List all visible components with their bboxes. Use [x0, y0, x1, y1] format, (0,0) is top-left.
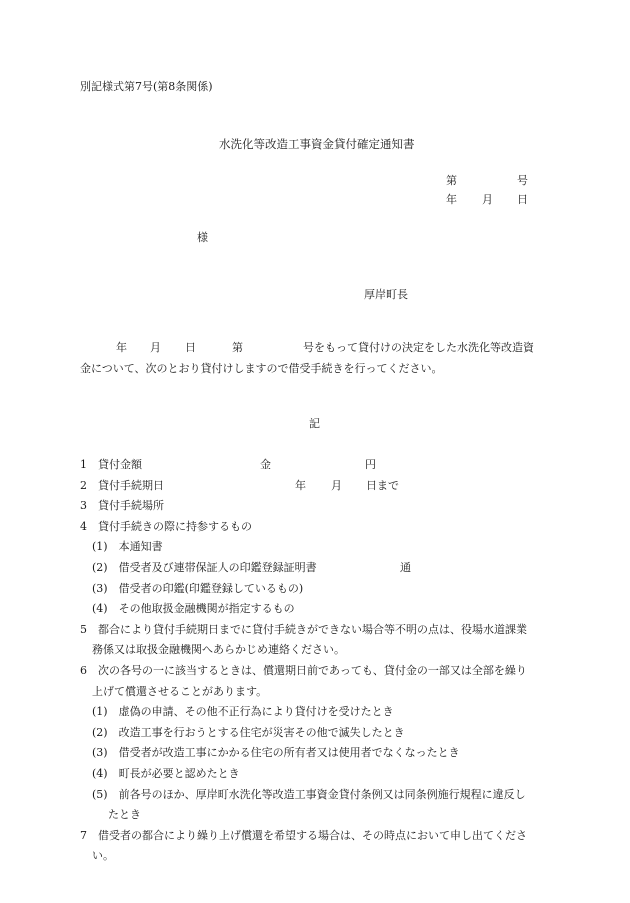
item-6-4 [80, 764, 560, 785]
item-3-label: 3 貸付手続場所 [80, 499, 164, 513]
item-7-line2 [80, 846, 560, 867]
body-date-year: 年 [116, 341, 127, 354]
ref-number-dai: 第 [446, 174, 457, 187]
item-6-5-text-2: たとき [108, 808, 141, 822]
items-list [80, 455, 560, 867]
body-date-day: 日 [185, 341, 196, 354]
item-6-text-1: 6 次の各号の一に該当するときは、償還期日前であっても、貸付金の一部又は全部を繰り [80, 663, 527, 677]
item-7-line1 [80, 826, 560, 847]
item-2-day: 日まで [366, 478, 399, 492]
item-4-3 [80, 579, 560, 600]
item-4-2-text: (2) 借受者及び連帯保証人の印鑑登録証明書 [92, 560, 317, 574]
item-2 [80, 476, 560, 497]
ref-day: 日 [517, 193, 528, 206]
item-2-year: 年 [295, 478, 306, 492]
item-2-month: 月 [331, 478, 342, 492]
item-1-label: 1 貸付金額 [80, 458, 142, 471]
ref-month: 月 [482, 193, 493, 206]
item-4-4 [80, 599, 560, 620]
item-4 [80, 517, 560, 538]
ref-number-go: 号 [517, 174, 528, 187]
item-4-2 [80, 558, 560, 579]
item-4-1 [80, 537, 560, 558]
item-6-2 [80, 723, 560, 744]
ref-year: 年 [446, 193, 457, 206]
item-1-kin: 金 [260, 458, 271, 471]
document-title: 水洗化等改造工事資金貸付確定通知書 [219, 137, 415, 151]
item-6-5-line1 [80, 785, 560, 806]
item-1-yen: 円 [365, 458, 376, 471]
sender: 厚岸町長 [364, 288, 408, 301]
item-6-4-text: (4) 町長が必要と認めたとき [92, 766, 240, 780]
body-date-month: 月 [150, 341, 161, 354]
item-6-5-text-1: (5) 前各号のほか、厚岸町水洗化等改造工事資金貸付条例又は同条例施行規程に違反し [92, 787, 526, 801]
item-4-2-tsu: 通 [400, 560, 411, 574]
body-dai: 第 [232, 341, 243, 354]
item-6-line1 [80, 661, 560, 682]
item-5-line2 [80, 640, 560, 661]
item-7-text-2: い。 [92, 849, 114, 863]
item-6-1-text: (1) 虚偽の申請、その他不正行為により貸付けを受けたとき [92, 705, 394, 719]
item-7-text-1: 7 借受者の都合により繰り上げ償還を希望する場合は、その時点において申し出てくださ [80, 828, 527, 842]
item-6-1 [80, 702, 560, 723]
item-4-label: 4 貸付手続きの際に持参するもの [80, 519, 252, 533]
item-2-label: 2 貸付手続期日 [80, 478, 164, 492]
item-6-5-line2 [80, 805, 560, 826]
ki-heading: 記 [309, 417, 320, 430]
form-label: 別記様式第7号(第8条関係) [80, 80, 213, 93]
item-5-text-2: 務係又は取扱金融機関へあらかじめ連絡ください。 [92, 643, 345, 657]
item-6-text-2: 上げて償還させることがあります。 [92, 684, 268, 698]
item-4-3-text: (3) 借受者の印鑑(印鑑登録しているもの) [92, 581, 304, 595]
item-6-line2 [80, 682, 560, 703]
item-3 [80, 496, 560, 517]
item-6-2-text: (2) 改造工事を行おうとする住宅が災害その他で滅失したとき [92, 725, 405, 739]
item-1 [80, 455, 560, 476]
item-5-text-1: 5 都合により貸付手続期日までに貸付手続きができない場合等不明の点は、役場水道課業 [80, 622, 527, 636]
body-line1: 号をもって貸付けの決定をした水洗化等改造資 [303, 341, 534, 354]
item-4-4-text: (4) その他取扱金融機関が指定するもの [92, 602, 295, 616]
item-6-3 [80, 743, 560, 764]
item-6-3-text: (3) 借受者が改造工事にかかる住宅の所有者又は使用者でなくなったとき [92, 746, 460, 760]
item-5-line1 [80, 620, 560, 641]
recipient-suffix: 様 [197, 231, 208, 244]
body-line2: 金について、次のとおり貸付けしますので借受手続きを行ってください。 [80, 362, 443, 375]
item-4-1-text: (1) 本通知書 [92, 540, 163, 554]
